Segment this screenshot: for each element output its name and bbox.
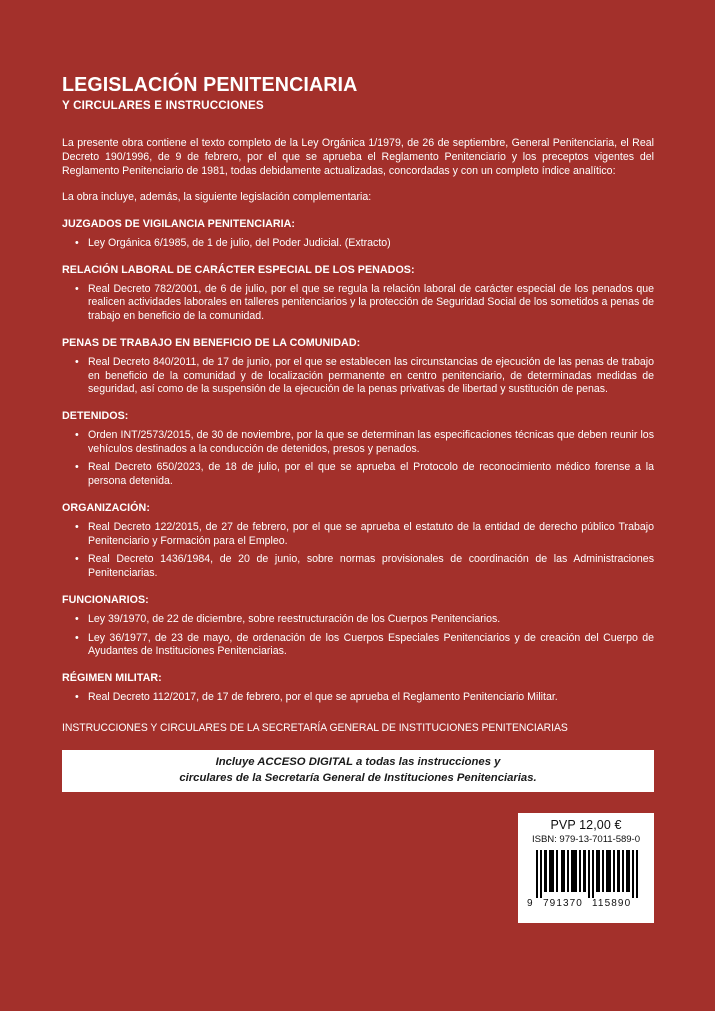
- section-item-list: [62, 613, 654, 659]
- list-item-text: Ley 36/1977, de 23 de mayo, de ordenación de los Cuerpos Especiales Penitenciarios y de creación del Cuerpo de Ayudantes de Instituciones Penitenciarias.: [88, 631, 654, 658]
- digital-access-line-1: Incluye ACCESO DIGITAL a todas las instrucciones y: [215, 756, 501, 769]
- list-item-text: Real Decreto 782/2001, de 6 de julio, por el que se regula la relación laboral de carácter especial de los penados que realicen actividades laborales en talleres penitenciarios y la protección de Seguridad Social de los sometidos a penas de trabajo en beneficio de la comunidad.: [88, 282, 654, 323]
- section-item-list: [62, 283, 654, 324]
- list-item: [62, 461, 654, 489]
- section-funcionarios: [62, 594, 654, 659]
- bullet-icon: •: [75, 553, 79, 566]
- bullet-icon: •: [75, 631, 79, 644]
- page-subtitle: Y CIRCULARES E INSTRUCCIONES: [62, 98, 264, 113]
- bullet-icon: •: [75, 461, 79, 474]
- cover-content: [62, 74, 654, 735]
- list-item: [62, 691, 654, 705]
- list-item: [62, 283, 654, 324]
- section-detenidos: [62, 410, 654, 489]
- section-heading: RELACIÓN LABORAL DE CARÁCTER ESPECIAL DE LOS PENADOS:: [62, 263, 415, 276]
- list-item-text: Real Decreto 840/2011, de 17 de junio, por el que se establecen las circunstancias de ejecución de las penas de trabajo en beneficio de la comunidad y de localización permanente en centro penitenciario, de determinadas medidas de seguridad, así como de la suspensión de la ejecución de la penas privativas de libertad y sustitución de penas.: [88, 355, 654, 396]
- list-item: [62, 613, 654, 627]
- barcode-digits: [526, 898, 646, 911]
- intro-paragraph-1: La presente obra contiene el texto completo de la Ley Orgánica 1/1979, de 26 de septiembre, General Penitenciaria, el Real Decreto 190/1996, de 9 de febrero, por el que se aprueba el Reglamento Penitenciario y los preceptos vigentes del Reglamento Penitenciario de 1981, todas debidamente actualizadas, concordadas y con un completo índice analítico:: [62, 137, 654, 178]
- section-penas-de-trabajo-en-beneficio-de-la-comunidad: [62, 337, 654, 397]
- list-item-text: Real Decreto 112/2017, de 17 de febrero, por el que se aprueba el Reglamento Penitenciario Militar.: [88, 690, 558, 703]
- bullet-icon: •: [75, 282, 79, 295]
- section-juzgados-de-vigilancia-penitenciaria: [62, 218, 654, 251]
- section-item-list: [62, 237, 654, 251]
- barcode-digit-first: 9: [527, 897, 533, 909]
- bullet-icon: •: [75, 520, 79, 533]
- section-item-list: [62, 691, 654, 705]
- isbn-barcode-block: [518, 813, 654, 923]
- price-label: PVP 12,00 €: [550, 818, 622, 832]
- bullet-icon: •: [75, 612, 79, 625]
- section-item-list: [62, 521, 654, 581]
- list-item-text: Real Decreto 1436/1984, de 20 de junio, sobre normas provisionales de coordinación de las Administraciones Penitenciarias.: [88, 553, 654, 580]
- list-item: [62, 632, 654, 660]
- list-item-text: Orden INT/2573/2015, de 30 de noviembre, por la que se determinan las especificaciones técnicas que deben reunir los vehículos destinados a la conducción de detenidos, presos y penados.: [88, 428, 654, 455]
- list-item: [62, 521, 654, 549]
- section-heading: RÉGIMEN MILITAR:: [62, 672, 162, 685]
- barcode-bars-icon: [526, 850, 646, 898]
- page-title: LEGISLACIÓN PENITENCIARIA: [62, 73, 358, 96]
- section-item-list: [62, 356, 654, 397]
- barcode-bars-wrapper: [518, 850, 654, 898]
- list-item-text: Ley Orgánica 6/1985, de 1 de julio, del Poder Judicial. (Extracto): [88, 237, 391, 250]
- instructions-footnote: INSTRUCCIONES Y CIRCULARES DE LA SECRETARÍA GENERAL DE INSTITUCIONES PENITENCIARIAS: [62, 721, 568, 734]
- list-item: [62, 429, 654, 457]
- barcode-digits-left: 791370: [543, 897, 583, 909]
- bullet-icon: •: [75, 690, 79, 703]
- digital-access-banner: [62, 750, 654, 792]
- list-item: [62, 237, 654, 251]
- list-item: [62, 356, 654, 397]
- section-heading: FUNCIONARIOS:: [62, 593, 149, 606]
- barcode-digits-right: 115890: [592, 897, 632, 909]
- intro-block: [62, 137, 654, 205]
- bullet-icon: •: [75, 355, 79, 368]
- list-item-text: Real Decreto 122/2015, de 27 de febrero, por el que se aprueba el estatuto de la entidad de derecho público Trabajo Penitenciario y Formación para el Empleo.: [88, 520, 654, 547]
- list-item: [62, 553, 654, 581]
- section-item-list: [62, 429, 654, 489]
- section-organizacion: [62, 502, 654, 581]
- bullet-icon: •: [75, 428, 79, 441]
- section-heading: PENAS DE TRABAJO EN BENEFICIO DE LA COMUNIDAD:: [62, 336, 361, 349]
- section-regimen-militar: [62, 672, 654, 705]
- intro-paragraph-2: La obra incluye, además, la siguiente legislación complementaria:: [62, 191, 372, 204]
- section-relacion-laboral-de-caracter-especial: [62, 264, 654, 324]
- list-item-text: Ley 39/1970, de 22 de diciembre, sobre reestructuración de los Cuerpos Penitenciarios.: [88, 612, 501, 625]
- bullet-icon: •: [75, 237, 79, 250]
- section-heading: ORGANIZACIÓN:: [62, 501, 150, 514]
- section-heading: DETENIDOS:: [62, 410, 129, 423]
- digital-access-line-2: circulares de la Secretaría General de Instituciones Penitenciarias.: [179, 772, 537, 784]
- digital-access-text: [179, 755, 536, 786]
- isbn-label: ISBN: 979-13-7011-589-0: [531, 834, 640, 845]
- section-heading: JUZGADOS DE VIGILANCIA PENITENCIARIA:: [62, 218, 296, 231]
- list-item-text: Real Decreto 650/2023, de 18 de julio, por el que se aprueba el Protocolo de reconocimiento médico forense a la persona detenida.: [88, 461, 654, 488]
